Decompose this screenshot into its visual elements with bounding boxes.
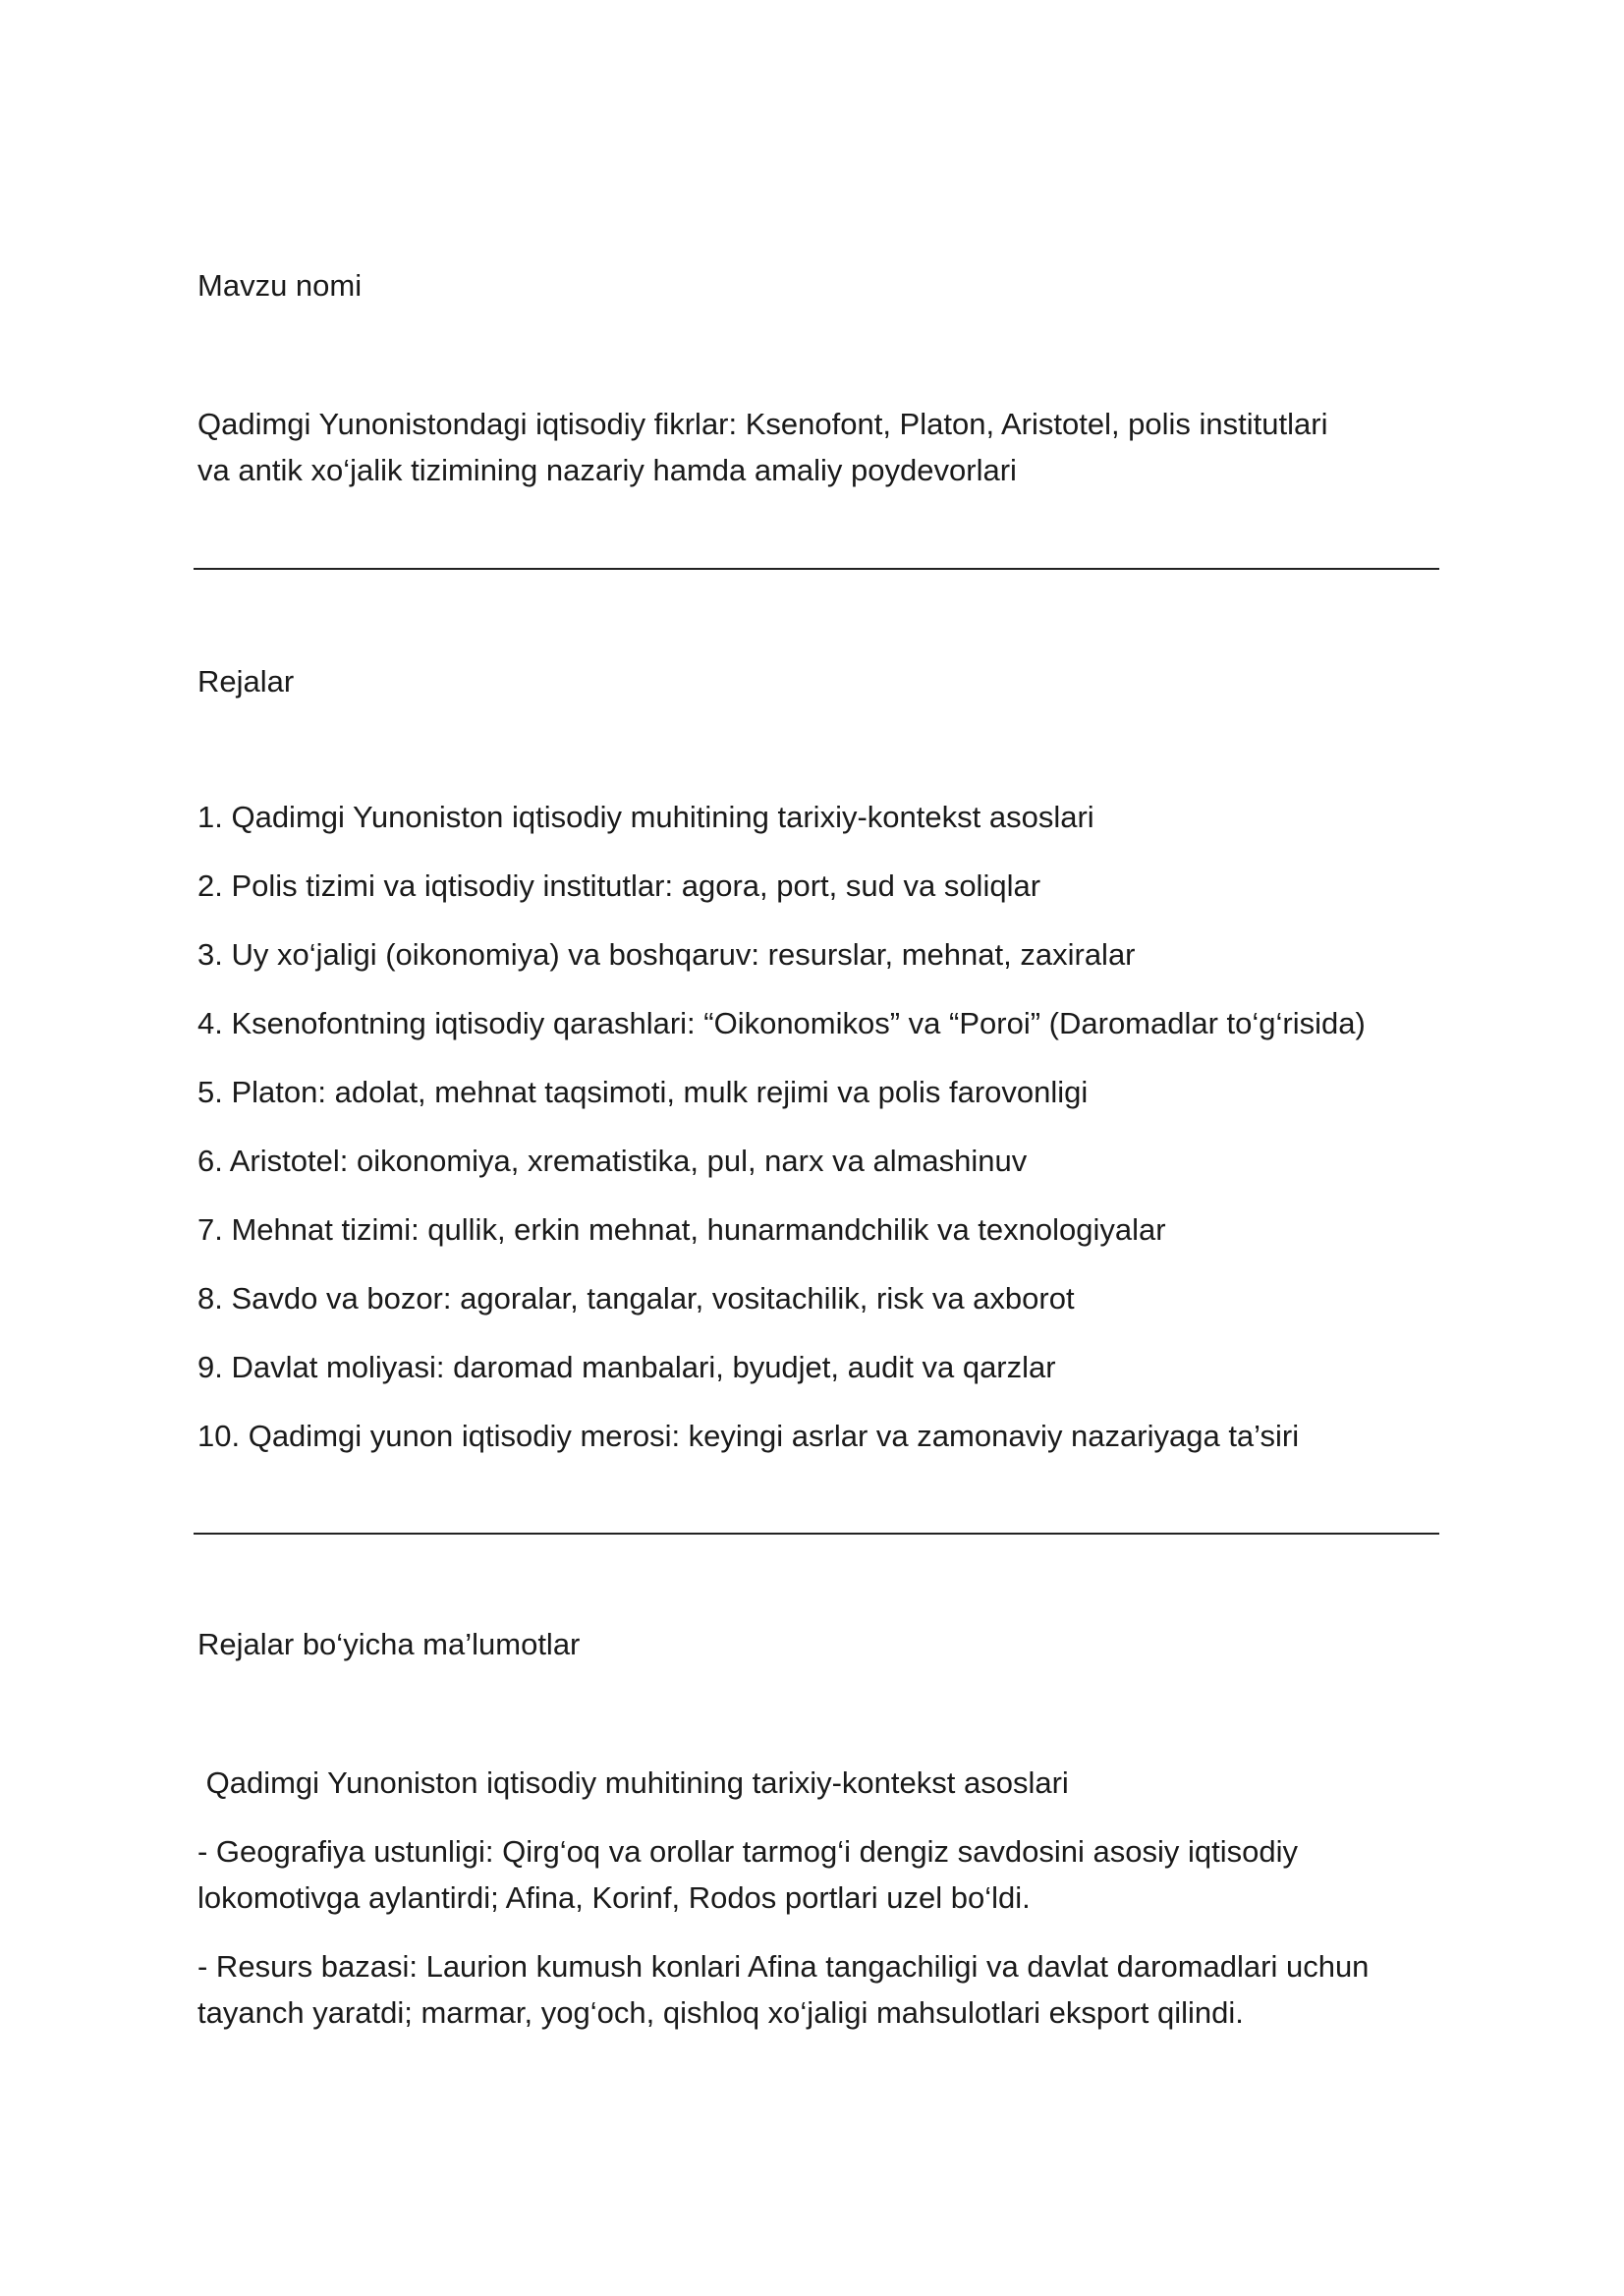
plan-item-5: 5. Platon: adolat, mehnat taqsimoti, mulk rejimi va polis farovonligi (197, 1075, 1089, 1109)
info-heading: Rejalar bo‘yicha ma’lumotlar (197, 1627, 581, 1661)
plan-item-7: 7. Mehnat tizimi: qullik, erkin mehnat, hunarmandchilik va texnologiyalar (197, 1212, 1166, 1247)
plan-item-10: 10. Qadimgi yunon iqtisodiy merosi: keyingi asrlar va zamonaviy nazariyaga ta’siri (197, 1419, 1300, 1453)
plan-item-3: 3. Uy xo‘jaligi (oikonomiya) va boshqaruv: resurslar, mehnat, zaxiralar (197, 937, 1136, 972)
plan-item-2: 2. Polis tizimi va iqtisodiy institutlar: agora, port, sud va soliqlar (197, 868, 1041, 903)
plan-item-1: 1. Qadimgi Yunoniston iqtisodiy muhitining tarixiy-kontekst asoslari (197, 800, 1094, 834)
info-paragraph-2-line-2: tayanch yaratdi; marmar, yog‘och, qishloq xo‘jaligi mahsulotlari eksport qilindi. (197, 1995, 1244, 2030)
info-paragraph-1-line-1: - Geografiya ustunligi: Qirg‘oq va orollar tarmog‘i dengiz savdosini asosiy iqtisodiy (197, 1834, 1298, 1869)
info-subheading: Qadimgi Yunoniston iqtisodiy muhitining tarixiy-kontekst asoslari (197, 1765, 1069, 1800)
plan-item-6: 6. Aristotel: oikonomiya, xrematistika, pul, narx va almashinuv (197, 1144, 1028, 1178)
plan-item-9: 9. Davlat moliyasi: daromad manbalari, byudjet, audit va qarzlar (197, 1350, 1056, 1384)
topic-title-line-2: va antik xo‘jalik tizimining nazariy hamda amaliy poydevorlari (197, 453, 1017, 487)
info-paragraph-2-line-1: - Resurs bazasi: Laurion kumush konlari Afina tangachiligi va davlat daromadlari uchun (197, 1949, 1370, 1984)
topic-title-line-1: Qadimgi Yunonistondagi iqtisodiy fikrlar: Ksenofont, Platon, Aristotel, polis institutlari (197, 407, 1328, 441)
plan-item-8: 8. Savdo va bozor: agoralar, tangalar, vositachilik, risk va axborot (197, 1281, 1075, 1316)
info-paragraph-1-line-2: lokomotivga aylantirdi; Afina, Korinf, Rodos portlari uzel bo‘ldi. (197, 1880, 1031, 1915)
plan-item-4: 4. Ksenofontning iqtisodiy qarashlari: “Oikonomikos” va “Poroi” (Daromadlar to‘g‘risida) (197, 1006, 1366, 1040)
plans-heading: Rejalar (197, 664, 295, 699)
section-divider (194, 568, 1439, 570)
section-divider (194, 1533, 1439, 1535)
topic-heading: Mavzu nomi (197, 268, 363, 303)
